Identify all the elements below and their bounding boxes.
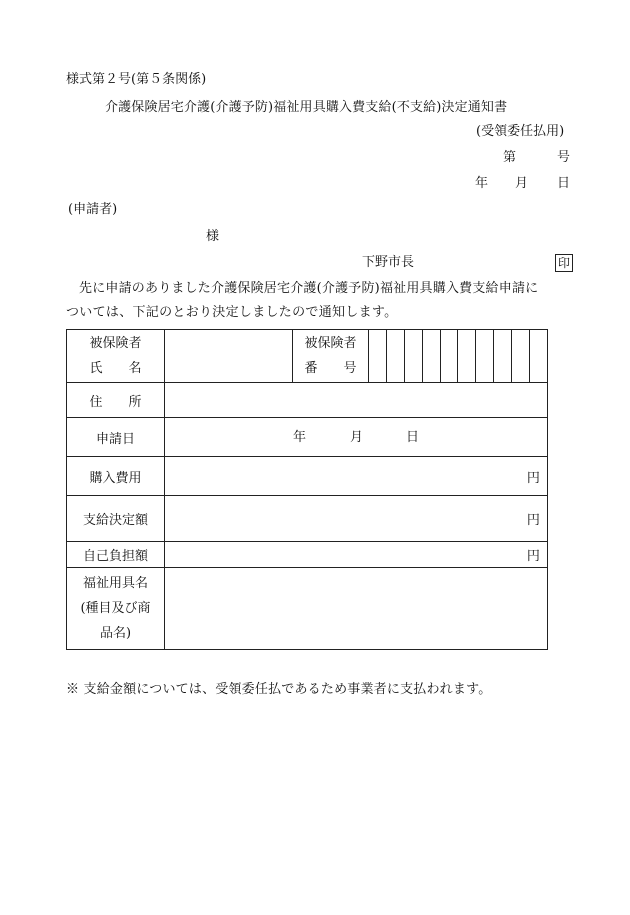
- insured-name-label-line1: 被保険者: [89, 336, 142, 351]
- self-burden-label: 自己負担額: [67, 542, 165, 568]
- table-row: [67, 418, 548, 457]
- official-seal-box: 印: [555, 254, 573, 272]
- payment-amount-field[interactable]: [165, 496, 548, 542]
- insured-number-digit-box[interactable]: [476, 330, 494, 383]
- insured-name-field[interactable]: [165, 330, 293, 383]
- doc-number-suffix: 号: [557, 150, 571, 165]
- body-line-2: ついては、下記のとおり決定しましたので通知します。: [66, 305, 398, 320]
- insured-number-digit-box[interactable]: [494, 330, 512, 383]
- self-burden-field[interactable]: [165, 542, 548, 568]
- payment-amount-label: 支給決定額: [67, 496, 165, 542]
- address-label: 住 所: [67, 383, 165, 418]
- doc-number-prefix: 第: [503, 150, 517, 165]
- purchase-cost-label: 購入費用: [67, 457, 165, 496]
- insured-number-label-line1: 被保険者: [304, 336, 357, 351]
- insured-number-digit-box[interactable]: [512, 330, 530, 383]
- honorific-sama: 様: [206, 229, 220, 244]
- document-subtitle: (受領委任払用): [476, 124, 565, 139]
- application-date-month: 月: [350, 430, 364, 445]
- issuer-name: 下野市長: [362, 255, 415, 270]
- address-field[interactable]: [165, 383, 548, 418]
- insured-number-label: [293, 330, 369, 383]
- table-row: [67, 383, 548, 418]
- table-row: [67, 542, 548, 568]
- footer-note: ※ 支給金額については、受領委任払であるため事業者に支払われます。: [66, 682, 492, 697]
- equipment-name-field[interactable]: [165, 568, 548, 650]
- yen-unit: 円: [526, 470, 540, 486]
- insured-number-label-line2: 番 号: [304, 361, 357, 376]
- insured-number-digit-box[interactable]: [458, 330, 476, 383]
- purchase-cost-field[interactable]: [165, 457, 548, 496]
- yen-unit: 円: [526, 513, 540, 528]
- body-line-1: 先に申請のありました介護保険居宅介護(介護予防)福祉用具購入費支給申請に: [79, 281, 539, 296]
- equipment-name-label: [67, 568, 165, 650]
- issue-date-month: 月: [515, 176, 529, 191]
- application-date-day: 日: [406, 430, 420, 445]
- application-date-year: 年: [293, 430, 307, 445]
- application-date-field[interactable]: [165, 418, 548, 457]
- equipment-name-label-line3: 品名): [99, 626, 132, 641]
- table-row: [67, 568, 548, 650]
- equipment-name-label-line1: 福祉用具名: [82, 576, 148, 591]
- table-row: [67, 457, 548, 496]
- decision-table: [66, 329, 548, 650]
- insured-number-digit-box[interactable]: [422, 330, 440, 383]
- issue-date-day: 日: [557, 176, 571, 191]
- insured-number-digit-box[interactable]: [404, 330, 422, 383]
- insured-number-digit-box[interactable]: [386, 330, 404, 383]
- equipment-name-label-line2: (種目及び商: [80, 601, 151, 616]
- insured-number-digit-box[interactable]: [369, 330, 387, 383]
- form-number: 様式第２号(第５条関係): [66, 72, 207, 87]
- table-row: [67, 496, 548, 542]
- table-row: [67, 330, 548, 383]
- insured-number-digit-box[interactable]: [530, 330, 548, 383]
- insured-name-label-line2: 氏 名: [89, 361, 142, 376]
- application-date-label: 申請日: [67, 418, 165, 457]
- issue-date-year: 年: [475, 176, 489, 191]
- insured-name-label: [67, 330, 165, 383]
- applicant-label: (申請者): [68, 202, 118, 217]
- yen-unit: 円: [526, 549, 540, 564]
- insured-number-digit-box[interactable]: [440, 330, 458, 383]
- document-title: 介護保険居宅介護(介護予防)福祉用具購入費支給(不支給)決定通知書: [105, 100, 508, 115]
